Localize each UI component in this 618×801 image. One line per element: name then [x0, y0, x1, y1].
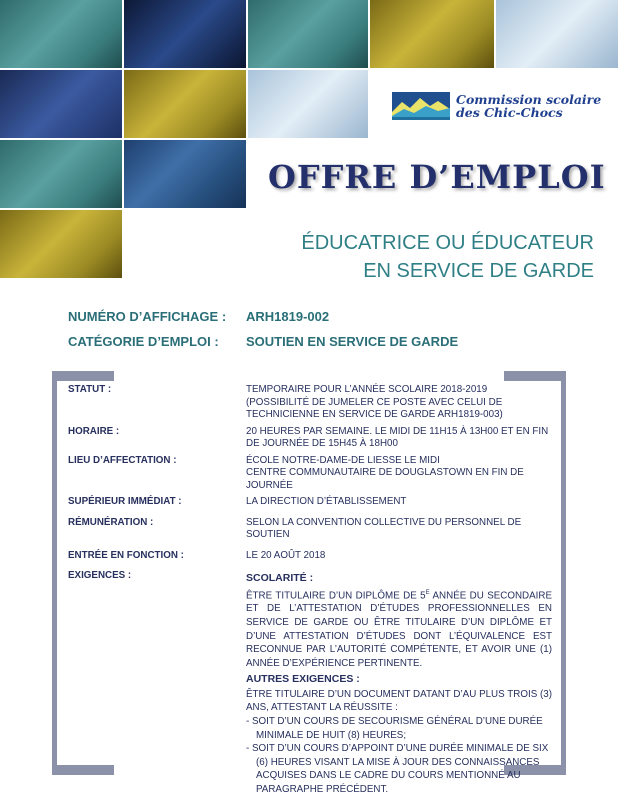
detail-label: SUPÉRIEUR IMMÉDIAT : [68, 496, 182, 507]
detail-value: ÉCOLE NOTRE-DAME-DE LIESSE LE MIDI [246, 454, 440, 466]
list-item: - SOIT D’UN COURS D’APPOINT D’UNE DURÉE MINIMALE DE SIX (6) HEURES VISANT LA MISE À JOUR DES CONNAISSANCES ACQUISES DANS LE CADRE DU COURS MENTIONNÉ AU PARAGRAPHE PRÉCÉDENT. [246, 743, 549, 795]
scolarite-heading: SCOLARITÉ : [246, 572, 314, 584]
page-title: OFFRE D’EMPLOI [268, 158, 606, 196]
job-details [68, 384, 552, 801]
photo-classroom-art [370, 0, 494, 68]
photo-team-sport [0, 70, 122, 138]
job-title-line-2: EN SERVICE DE GARDE [363, 260, 594, 282]
detail-statut [68, 384, 552, 422]
photo-computer-lab [0, 140, 122, 208]
detail-value: TEMPORAIRE POUR L’ANNÉE SCOLAIRE 2018-2019 [246, 384, 488, 395]
photo-science-class [248, 70, 368, 138]
scolarite-text [246, 587, 552, 671]
detail-label: EXIGENCES : [68, 570, 132, 581]
posting-number-value: ARH1819-002 [246, 309, 330, 324]
detail-superieur [68, 496, 552, 509]
detail-exigences [68, 570, 552, 797]
detail-value: LE 20 AOÛT 2018 [246, 549, 326, 561]
photo-group-outdoor [248, 0, 368, 68]
detail-label: LIEU D’AFFECTATION : [68, 454, 177, 466]
job-title [301, 229, 594, 285]
frame-left-bar [52, 371, 57, 775]
posting-number-label: NUMÉRO D’AFFICHAGE : [68, 309, 227, 324]
organization-logo [392, 92, 601, 120]
job-category-label: CATÉGORIE D’EMPLOI : [68, 334, 219, 349]
autres-heading: AUTRES EXIGENCES : [246, 673, 360, 686]
detail-value: 20 HEURES PAR SEMAINE. LE MIDI DE 11H15 À 13H00 ET EN FIN DE JOURNÉE DE 15H45 À 18H00 [246, 425, 549, 449]
frame-top-right-cap [504, 371, 566, 381]
detail-label: ENTRÉE EN FONCTION : [68, 549, 184, 561]
logo-line-2: des Chic-Chocs [456, 105, 563, 120]
detail-label: HORAIRE : [68, 425, 120, 437]
detail-horaire [68, 426, 552, 451]
detail-label: STATUT : [68, 384, 112, 395]
mountain-logo-icon [392, 92, 450, 120]
detail-remuneration [68, 517, 552, 542]
detail-entree [68, 550, 552, 563]
scolarite-superscript: E [425, 589, 430, 596]
photo-meeting [0, 210, 122, 278]
job-category-value: SOUTIEN EN SERVICE DE GARDE [246, 334, 459, 349]
scolarite-text-start: ÊTRE TITULAIRE D’UN DIPLÔME DE 5 [246, 589, 426, 601]
detail-value: SELON LA CONVENTION COLLECTIVE DU PERSONNEL DE SOUTIEN [246, 516, 522, 540]
detail-value: CENTRE COMMUNAUTAIRE DE DOUGLASTOWN EN FIN DE JOURNÉE [246, 467, 524, 491]
photo-stage [124, 0, 246, 68]
photo-winter-play [496, 0, 618, 68]
scolarite-text-end: ANNÉE DU SECONDAIRE ET DE L’ATTESTATION D’ÉTUDES PROFESSIONNELLES EN SERVICE DE GARDE OU ÊTRE TITULAIRE D’UN DIPLÔME ET D’UNE ATTESTATION D’ÉTUDES DONT L’ÉQUIVALENCE EST RECONNUE PAR L’AUTORITÉ COMPÉTENTE, ET AVOIR UNE (1) ANNÉE D’EXPÉRIENCE PERTINENTE. [246, 589, 552, 669]
photo-kitchen [0, 0, 122, 68]
logo-line-1: Commission scolaire [456, 92, 602, 107]
autres-intro: ÊTRE TITULAIRE D’UN DOCUMENT DATANT D’AU PLUS TROIS (3) ANS, ATTESTANT LA RÉUSSITE : [246, 688, 552, 714]
detail-value: (POSSIBILITÉ DE JUMELER CE POSTE AVEC CELUI DE TECHNICIENNE EN SERVICE DE GARDE ARH1819-003) [246, 396, 503, 420]
photo-student-group [124, 140, 246, 208]
detail-value: LA DIRECTION D’ÉTABLISSEMENT [246, 496, 407, 507]
list-item: - SOIT D’UN COURS DE SECOURISME GÉNÉRAL D’UNE DURÉE MINIMALE DE HUIT (8) HEURES; [246, 716, 543, 741]
detail-lieu [68, 455, 552, 493]
job-title-line-1: ÉDUCATRICE OU ÉDUCATEUR [301, 232, 594, 254]
detail-label: RÉMUNÉRATION : [68, 516, 154, 528]
photo-gym [124, 70, 246, 138]
frame-top-left-cap [52, 371, 114, 381]
frame-right-bar [561, 371, 566, 775]
